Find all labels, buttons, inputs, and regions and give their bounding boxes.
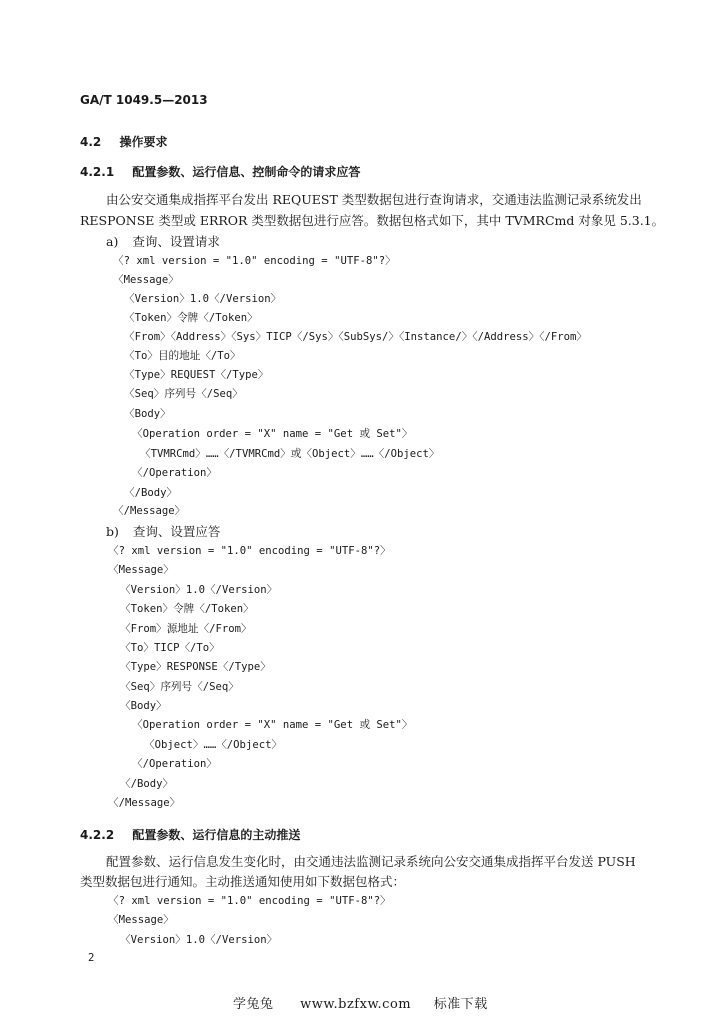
code-line: 〈/Message〉 — [108, 797, 181, 809]
standard-id-header: GA/T 1049.5—2013 — [80, 93, 208, 107]
code-line: 〈Seq〉序列号〈/Seq〉 — [120, 681, 239, 693]
footer-url[interactable]: www.bzfxw.com — [300, 997, 412, 1012]
list-item-a — [106, 232, 220, 250]
code-line: 〈Token〉令牌〈/Token〉 — [120, 603, 254, 615]
code-line: 〈From〉〈Address〉〈Sys〉TICP〈/Sys〉〈SubSys/〉〈Instance/〉〈/Address〉〈/From〉 — [124, 331, 587, 343]
code-line: 〈Token〉令牌〈/Token〉 — [124, 312, 258, 324]
code-line: 〈Seq〉序列号〈/Seq〉 — [124, 388, 243, 400]
footer-tagline: 标准下载 — [433, 997, 488, 1012]
section-4-2-2-heading — [80, 826, 300, 843]
code-line: 〈To〉TICP〈/To〉 — [120, 642, 220, 654]
code-line: 〈/Body〉 — [120, 778, 174, 790]
code-line: 〈/Operation〉 — [132, 758, 217, 770]
section-title: 配置参数、运行信息、控制命令的请求应答 — [132, 165, 361, 179]
footer-watermark — [233, 993, 488, 1012]
code-line: 〈Object〉……〈/Object〉 — [144, 739, 283, 751]
code-line: 〈/Body〉 — [124, 487, 178, 499]
code-line: 〈Operation order = "X" name = "Get 或 Set"〉 — [132, 428, 413, 440]
section-title: 操作要求 — [119, 135, 168, 149]
paragraph-line: 配置参数、运行信息发生变化时，由交通违法监测记录系统向公安交通集成指挥平台发送 PUSH — [106, 854, 636, 869]
page-number: 2 — [88, 952, 95, 964]
code-line: 〈Message〉 — [108, 564, 174, 576]
code-line: 〈Type〉RESPONSE〈/Type〉 — [120, 661, 271, 673]
section-number: 4.2 — [80, 135, 102, 149]
code-line: 〈Message〉 — [113, 274, 179, 286]
code-line: 〈Version〉1.0〈/Version〉 — [124, 293, 282, 305]
code-line: 〈/Message〉 — [113, 505, 186, 517]
code-line: 〈/Operation〉 — [132, 467, 217, 479]
code-line: 〈Type〉REQUEST〈/Type〉 — [124, 369, 269, 381]
paragraph-line: 类型数据包进行通知。主动推送通知使用如下数据包格式： — [80, 874, 406, 889]
code-line: 〈From〉源地址〈/From〉 — [120, 623, 252, 635]
section-4-2-1-heading — [80, 163, 360, 180]
list-item-title: 查询、设置应答 — [132, 524, 221, 539]
code-line: 〈? xml version = "1.0" encoding = "UTF-8"?〉 — [108, 545, 391, 557]
code-line: 〈? xml version = "1.0" encoding = "UTF-8"?〉 — [108, 895, 391, 907]
list-item-title: 查询、设置请求 — [132, 234, 220, 249]
code-line: 〈Body〉 — [124, 408, 171, 420]
code-line: 〈Version〉1.0〈/Version〉 — [120, 584, 278, 596]
section-number: 4.2.1 — [80, 165, 115, 179]
code-line: 〈To〉目的地址〈/To〉 — [124, 350, 241, 362]
code-line: 〈? xml version = "1.0" encoding = "UTF-8"?〉 — [113, 255, 396, 267]
list-item-b — [106, 522, 220, 540]
section-4-2-heading — [80, 133, 167, 150]
paragraph-line: 由公安交通集成指挥平台发出 REQUEST 类型数据包进行查询请求，交通违法监测记录系统发出 — [106, 192, 642, 207]
code-line: 〈Message〉 — [108, 914, 174, 926]
footer-site-name: 学兔兔 — [233, 997, 274, 1012]
section-number: 4.2.2 — [80, 828, 115, 842]
list-marker: b) — [106, 524, 119, 539]
list-marker: a) — [106, 234, 119, 249]
section-title: 配置参数、运行信息的主动推送 — [132, 828, 301, 842]
paragraph-line: RESPONSE 类型或 ERROR 类型数据包进行应答。数据包格式如下，其中 TVMRCmd 对象见 5.3.1。 — [80, 213, 665, 228]
code-line: 〈Version〉1.0〈/Version〉 — [120, 934, 278, 946]
code-line: 〈Body〉 — [120, 700, 167, 712]
code-line: 〈Operation order = "X" name = "Get 或 Set"〉 — [132, 719, 413, 731]
code-line: 〈TVMRCmd〉……〈/TVMRCmd〉或〈Object〉……〈/Object〉 — [140, 448, 440, 460]
